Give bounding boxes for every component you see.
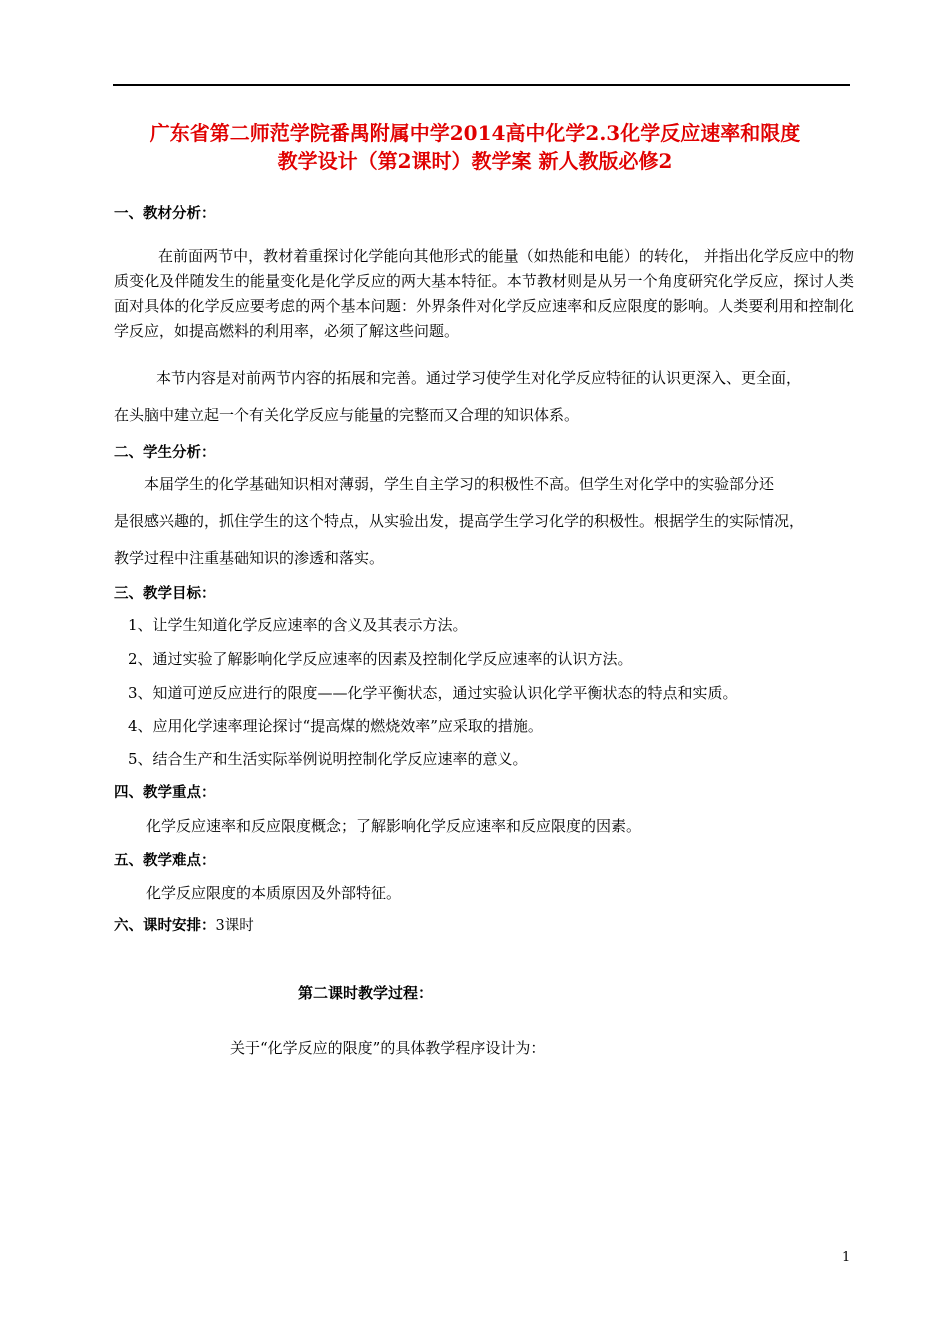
teaching-goal-1: 1、让学生知道化学反应速率的含义及其表示方法。 xyxy=(128,616,468,634)
teaching-goal-2: 2、通过实验了解影响化学反应速率的因素及控制化学反应速率的认识方法。 xyxy=(128,650,633,668)
section-heading-teaching-goals: 三、教学目标： xyxy=(114,585,216,602)
section-heading-difficulties: 五、教学难点： xyxy=(114,852,216,869)
textbook-analysis-paragraph-2-line-2: 在头脑中建立起一个有关化学反应与能量的完整而又合理的知识体系。 xyxy=(114,406,580,424)
textbook-analysis-paragraph-2-line-1: 本节内容是对前两节内容的拓展和完善。通过学习使学生对化学反应特征的认识更深入、更全面， xyxy=(156,369,802,387)
difficulties-text: 化学反应限度的本质原因及外部特征。 xyxy=(146,884,402,902)
header-rule xyxy=(113,84,850,86)
document-title-line-1: 广东省第二师范学院番禺附属中学2014高中化学2.3化学反应速率和限度 xyxy=(149,121,801,145)
textbook-analysis-paragraph-1: 在前面两节中，教材着重探讨化学能向其他形式的能量（如热能和电能）的转化， 并指出化学反应中的物质变化及伴随发生的能量变化是化学反应的两大基本特征。本节教材则是从另一个角度研究化学反应，探讨人类面对具体的化学反应要考虑的两个基本问题：外界条件对化学反应速率和反应限度的影响。人类要利用和控制化学反应，如提高燃料的利用率，必须了解这些问题。 xyxy=(114,247,854,340)
schedule-label: 六、课时安排： xyxy=(114,917,216,934)
document-title-line-2: 教学设计（第2课时）教学案 新人教版必修2 xyxy=(277,149,673,173)
teaching-goal-4: 4、应用化学速率理论探讨“提高煤的燃烧效率”应采取的措施。 xyxy=(128,717,543,735)
section-heading-student-analysis: 二、学生分析： xyxy=(114,444,216,461)
student-analysis-line-2: 是很感兴趣的，抓住学生的这个特点，从实验出发，提高学生学习化学的积极性。根据学生的实际情况， xyxy=(114,512,805,530)
teaching-goal-3: 3、知道可逆反应进行的限度——化学平衡状态，通过实验认识化学平衡状态的特点和实质。 xyxy=(128,684,738,702)
section-heading-schedule xyxy=(114,914,254,935)
teaching-process-heading: 第二课时教学过程： xyxy=(298,984,434,1002)
schedule-value: 3课时 xyxy=(215,918,254,934)
teaching-goal-5: 5、结合生产和生活实际举例说明控制化学反应速率的意义。 xyxy=(128,750,528,768)
key-points-text: 化学反应速率和反应限度概念；了解影响化学反应速率和反应限度的因素。 xyxy=(146,817,642,835)
section-heading-textbook-analysis: 一、教材分析： xyxy=(114,205,216,222)
page-number: 1 xyxy=(842,1250,851,1265)
student-analysis-line-3: 教学过程中注重基础知识的渗透和落实。 xyxy=(114,549,385,567)
student-analysis-line-1: 本届学生的化学基础知识相对薄弱，学生自主学习的积极性不高。但学生对化学中的实验部分还 xyxy=(144,475,775,493)
teaching-process-intro: 关于“化学反应的限度”的具体教学程序设计为： xyxy=(230,1039,546,1057)
section-heading-key-points: 四、教学重点： xyxy=(114,784,216,801)
